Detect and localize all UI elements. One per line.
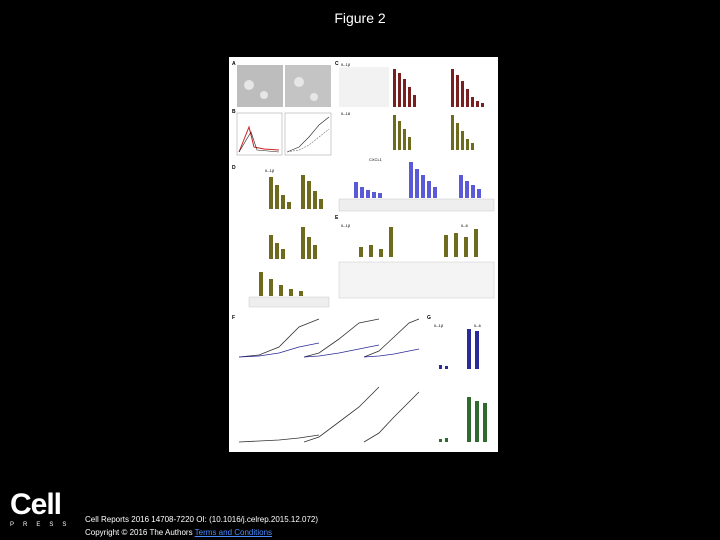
panel-letter-g: G: [427, 315, 431, 321]
terms-link[interactable]: Terms and Conditions: [194, 528, 273, 537]
panel-letter-a: A: [232, 61, 236, 67]
logo-sub: PRESS: [10, 522, 76, 528]
copyright-line: [85, 526, 318, 539]
panel-e-bars: [359, 227, 478, 257]
cxcl1-bars: [354, 162, 481, 198]
panel-g-bars: [439, 329, 487, 442]
svg-text:IL-6: IL-6: [461, 223, 468, 228]
panel-letter-b: B: [232, 109, 236, 115]
page-title: Figure 2: [334, 10, 386, 26]
panel-letter-c: C: [335, 61, 339, 67]
micrograph-right: [285, 65, 331, 107]
svg-text:IL-1β: IL-1β: [341, 62, 351, 67]
panel-letter-f: F: [232, 315, 236, 321]
copyright-text: Copyright © 2016 The Authors: [85, 528, 193, 537]
logo-word: Cell: [10, 488, 62, 521]
citation-line: Cell Reports 2016 14708-7220 OI: (10.1016/j.celrep.2015.12.072): [85, 515, 319, 524]
svg-text:IL-1β: IL-1β: [341, 223, 351, 228]
il1b-bars-a: [393, 69, 416, 107]
il6-bars-c: [393, 115, 474, 150]
svg-text:CXCL1: CXCL1: [369, 157, 382, 162]
svg-text:IL-1β: IL-1β: [434, 323, 444, 328]
svg-text:IL-6: IL-6: [474, 323, 481, 328]
il1b-bars-b: [451, 69, 484, 107]
panel-letter-d: D: [232, 165, 236, 171]
cell-press-logo: [10, 490, 75, 528]
panel-f-curves: [239, 319, 419, 442]
activity-curve: [287, 117, 329, 152]
panel-letter-e: E: [335, 215, 339, 221]
roc-curve-red: [239, 127, 279, 152]
panel-d-bars: [259, 175, 323, 296]
figure-panels: [229, 57, 498, 452]
figure-image: [229, 57, 498, 452]
svg-text:IL-18: IL-18: [341, 111, 351, 116]
citation: [85, 513, 318, 539]
svg-text:IL-1β: IL-1β: [265, 168, 275, 173]
micrograph-left: [237, 65, 283, 107]
